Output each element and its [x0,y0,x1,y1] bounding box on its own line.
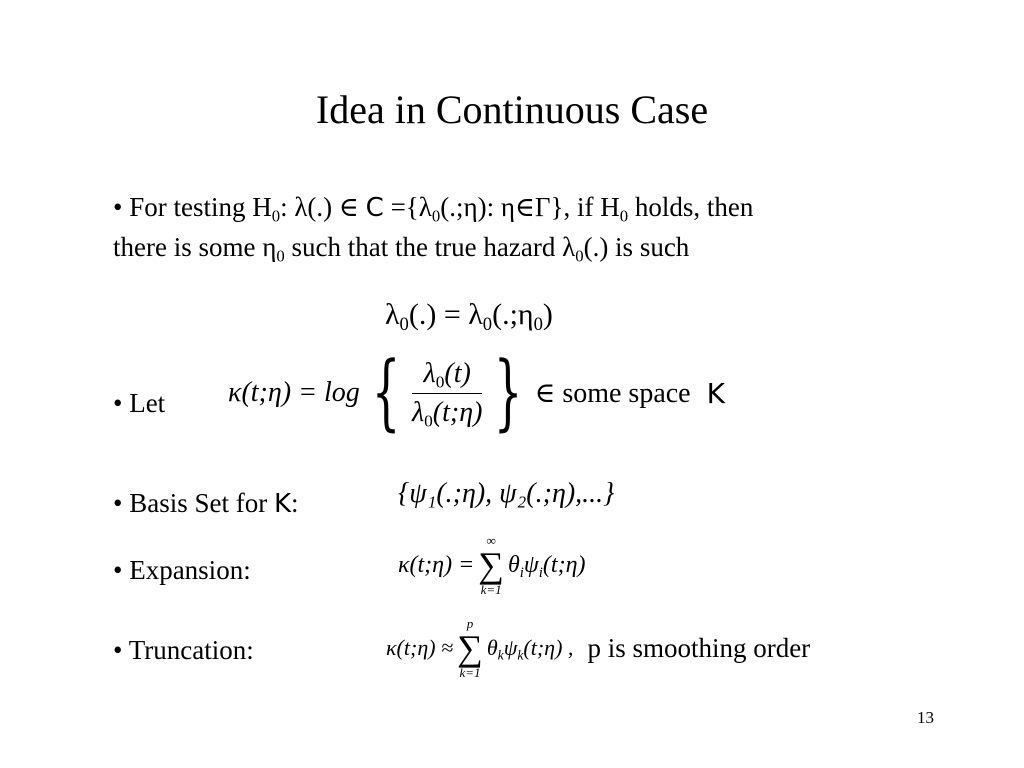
set-definition-b: (.;η): η∈Γ}, if H [440,192,620,222]
left-brace: { [371,345,401,440]
kappa-definition [228,345,725,440]
display-equation [385,298,553,335]
truncation-equation [386,617,810,679]
bullet-truncation [113,635,254,666]
den-sub: 0 [424,411,433,431]
sum-lower-limit: k=1 [459,665,481,680]
let-label: Let [129,388,166,418]
space-symbol-k: K [706,376,725,410]
truncation-term [487,635,574,661]
slide-title: Idea in Continuous Case [315,87,709,132]
eq-lhs-sub: 0 [399,313,409,335]
eq-rhs-a: (.;η [492,298,534,331]
truncation-lhs: κ(t;η) ≈ [386,635,454,660]
line2-a: there is some η [113,232,277,262]
psi-sub: i [538,564,543,581]
expansion-sum [478,534,504,596]
num-sub: 0 [435,372,445,392]
h0-subscript: 0 [271,206,281,226]
set-definition-a: ={λ [383,192,432,222]
bullet-let [113,388,165,419]
truncation-label: Truncation: [128,635,254,665]
bullet-marker: • [113,555,123,585]
bullet-testing-line2 [113,232,690,266]
right-brace: } [494,345,523,440]
smoothing-note: p is smoothing order [587,632,811,663]
basis-space-symbol: K [273,489,292,519]
bullet-testing-line1 [113,192,754,226]
eq-rhs-b: ) [542,298,553,331]
psi: ψ [503,635,518,660]
psi: ψ [523,551,539,578]
fraction-numerator [424,358,471,390]
set-symbol-c: C [365,193,384,223]
testing-lead: For testing H [129,192,272,222]
eq-lhs: λ [385,298,400,331]
line2-b: such that the true hazard λ [284,232,576,262]
h0-subscript-2: 0 [619,206,629,226]
psi-sub: k [517,647,524,663]
theta-sub: i [519,564,524,581]
sum-lower-limit: k=1 [480,582,502,597]
fraction-bar [412,393,482,394]
expansion-equation [398,534,585,596]
term-arg: (t;η) [542,551,586,578]
basis-colon: : [291,488,299,518]
log-fraction [412,358,482,429]
line2-c: (.) is such [583,232,690,262]
eq-mid: (.) = λ [408,298,483,331]
expansion-lhs: κ(t;η) = [398,551,475,578]
basis-set: {ψ₁(.;η), ψ₂(.;η),...} [398,478,615,509]
kappa-tail: ∈ some space [534,378,691,409]
theta-sub: k [497,647,504,663]
bullet-expansion [113,555,251,586]
sum-upper-limit: p [466,616,474,631]
eq-mid-sub: 0 [482,313,493,335]
bullet-marker: • [113,635,123,665]
testing-colon: : λ(.) ∈ [280,192,366,222]
sum-upper-limit: ∞ [486,533,496,548]
basis-label: Basis Set for [129,488,274,518]
num-arg: (t) [444,357,471,389]
eta0-subscript: 0 [276,246,285,266]
lambda0-subscript: 0 [431,206,441,226]
sum-symbol: ∑ [457,628,483,668]
page-number: 13 [917,708,934,727]
term-arg: (t;η) , [523,635,574,660]
num-lambda: λ [423,357,436,389]
den-lambda: λ [411,396,425,428]
bullet-marker: • [113,488,123,518]
fraction-denominator [412,397,482,429]
sum-symbol: ∑ [478,545,504,585]
testing-tail: holds, then [628,192,754,222]
eq-rhs-sub: 0 [533,313,543,335]
truncation-sum [457,617,483,679]
kappa-lhs: κ(t;η) = log [228,377,360,408]
bullet-marker: • [113,192,123,222]
lambda0-subscript-2: 0 [575,246,584,266]
den-arg: (t;η) [432,396,483,428]
bullet-basis [113,488,299,519]
bullet-marker: • [113,388,123,418]
expansion-label: Expansion: [129,555,251,585]
theta: θ [507,551,520,578]
theta: θ [486,635,498,660]
expansion-term [508,552,586,579]
